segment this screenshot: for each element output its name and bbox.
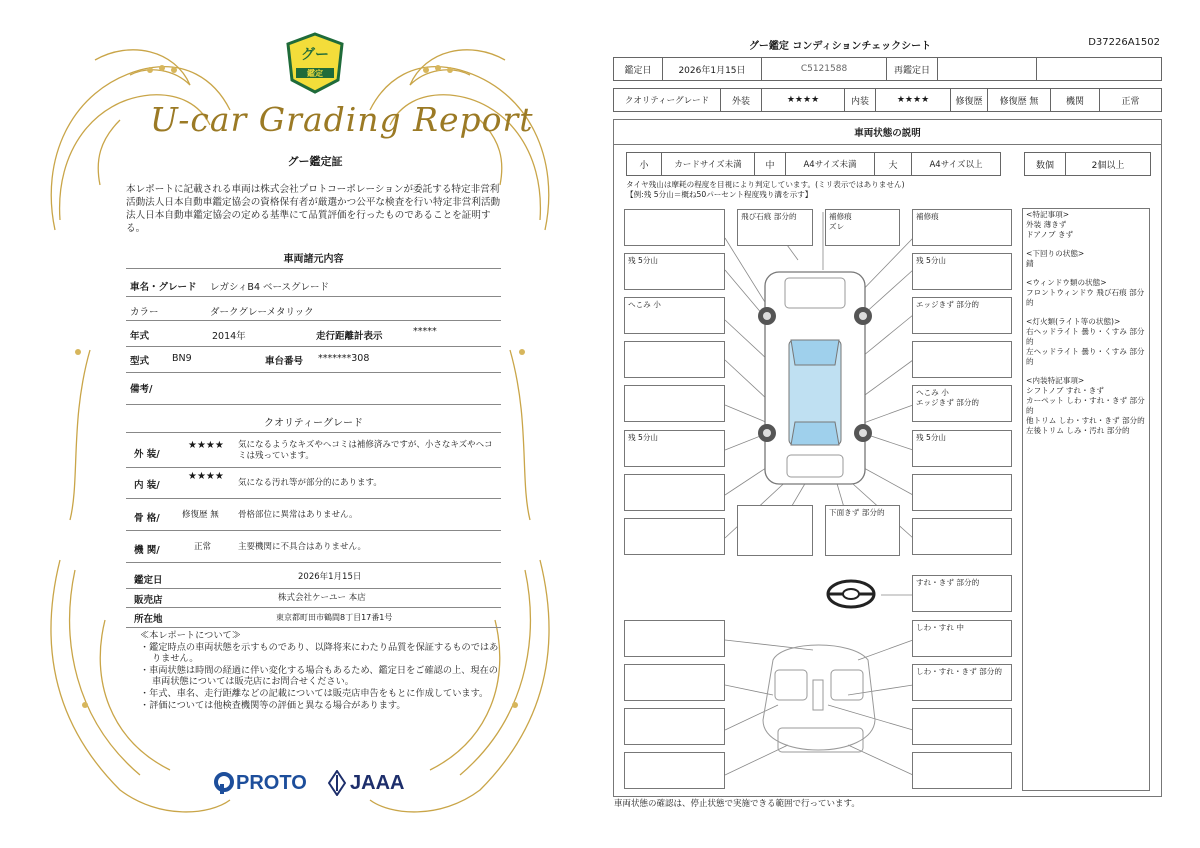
int-label: 内装 [844,88,876,112]
certificate-title: グー鑑定証 [287,155,343,168]
dealer-label: 販売店 [134,595,163,606]
size-l: 大 [874,152,912,176]
year-value: 2014年 [212,331,246,342]
remarks-item: カーペット しわ・すれ・きず 部分的 [1026,396,1145,415]
remarks-list [1026,210,1148,445]
engine-comment: 主要機関に不具合はありません。 [238,542,367,552]
condition-box-dent-edge: へこみ 小 エッジきず 部分的 [912,385,1012,422]
condition-box [912,518,1012,555]
frame-comment: 骨格部位に異常はありません。 [238,510,358,520]
divider [126,607,501,608]
condition-box [624,385,725,422]
mileage-value: ***** [413,326,437,337]
remarks-item: 左後トリム しみ・汚れ 部分的 [1026,426,1130,435]
exterior-stars: ★★★★ [188,440,224,451]
condition-box [912,752,1012,789]
remarks-group [1026,317,1148,367]
remarks-item: 左ヘッドライト 曇り・くすみ 部分的 [1026,347,1145,366]
quality-section-title: クオリティーグレード [264,418,363,429]
qg-label: クオリティーグレード [613,88,721,112]
inspection-id: C5121588 [761,57,887,81]
remarks-heading: <内装特記事項> [1026,376,1085,385]
dealer-value: 株式会社ケーユー 本店 [278,593,366,603]
repair-value: 修復歴 無 [987,88,1051,112]
condition-box-tire-rr: 残 5分山 [912,430,1012,467]
condition-box-tire-fr: 残 5分山 [912,253,1012,290]
divider [126,268,501,269]
condition-box [624,752,725,789]
model-label: 型式 [130,356,150,367]
frame-label: 骨 格/ [134,513,160,524]
ext-stars: ★★★★ [761,88,845,112]
note-item: ・評価については他検査機関等の評価と異なる場合があります。 [140,699,406,711]
size-m: 中 [754,152,786,176]
divider [126,432,501,433]
condition-box-repair: 補修痕 ズレ [825,209,900,246]
condition-box [737,505,813,556]
color-value: ダークグレーメタリック [210,307,314,318]
condition-box [624,708,725,745]
jaaa-mark-icon [328,770,346,796]
jaaa-logo-text: JAAA [350,772,405,794]
condition-box-under: 下面きず 部分的 [825,505,900,556]
mileage-label: 走行距離計表示 [316,331,383,342]
certificate-statement: 本レポートに記載される車両は株式会社プロトコーポレーションが委託する特定非営利活動法人日本自動車鑑定協会の資格保有者が厳選かつ公平な検査を行い特定非営利活動法人日本自動車鑑定協会の定める基準にて品質評価を行ったものであることを証明する。 [126,184,501,234]
ext-label: 外装 [720,88,762,112]
divider [126,530,501,531]
chassis-label: 車台番号 [265,356,304,367]
condition-box [912,474,1012,511]
divider [126,627,501,628]
date-value: 2026年1月15日 [298,572,362,582]
count-desc: 2個以上 [1065,152,1151,176]
size-s-desc: カードサイズ未満 [661,152,755,176]
condition-box-repair2: 補修痕 [912,209,1012,246]
condition-box [624,664,725,701]
name-label: 車名・グレード [130,282,197,293]
jaaa-logo-mark [328,770,346,800]
engine-label: 機関 [1050,88,1100,112]
address-label: 所在地 [134,614,163,625]
section-title: 車両状態の説明 [613,119,1162,145]
int-stars: ★★★★ [875,88,951,112]
condition-box-dent: へこみ 小 [624,297,725,334]
remarks-item: 他トリム しわ・すれ・きず 部分的 [1026,416,1145,425]
divider [126,467,501,468]
badge-text-bottom: 鑑定 [307,69,323,78]
condition-box-stone: 飛び石痕 部分的 [737,209,813,246]
year-label: 年式 [130,331,150,342]
sheet-title: グー鑑定 コンディションチェックシート [748,41,932,52]
remarks-heading: <特記事項> [1026,210,1070,219]
remarks-item: シフトノブ すれ・きず [1026,386,1104,395]
remarks-item: 外装 薄きず [1026,220,1067,229]
condition-box [624,518,725,555]
engine-value: 正常 [194,542,212,552]
condition-box [912,708,1012,745]
condition-box-tire-rl: 残 5分山 [624,430,725,467]
proto-logo [214,772,234,798]
condition-box [624,209,725,246]
interior-label: 内 装/ [134,480,160,491]
exterior-label: 外 装/ [134,449,160,460]
condition-box-seat: しわ・すれ・きず 部分的 [912,664,1012,701]
remarks-heading: <下回りの状態> [1026,249,1085,258]
note-item: ・鑑定時点の車両状態を示すものであり、以降将来にわたり品質を保証するものではありません。 [140,641,499,665]
condition-box [912,341,1012,378]
remarks-group [1026,278,1148,308]
divider [126,404,501,405]
remarks-item: フロントウィンドウ 飛び石痕 部分的 [1026,288,1145,307]
engine-value: 正常 [1099,88,1162,112]
car-topview-icon [758,272,872,484]
report-notes [140,630,500,711]
condition-box [624,474,725,511]
divider [126,372,501,373]
size-s: 小 [626,152,662,176]
redate-label: 再鑑定日 [886,57,938,81]
condition-box-wheel: すれ・きず 部分的 [912,575,1012,612]
count-label: 数個 [1024,152,1066,176]
address-value: 東京都町田市鶴間8丁目17番1号 [276,613,393,622]
badge-text-top: グー [301,47,329,63]
condition-box-wrinkle: しわ・すれ 中 [912,620,1012,657]
spec-section-title: 車両諸元内容 [283,254,344,265]
remarks-item: 右ヘッドライト 曇り・くすみ 部分的 [1026,327,1145,346]
redate-value [937,57,1037,81]
interior-stars: ★★★★ [188,471,224,482]
remarks-label: 備考/ [130,384,153,395]
repair-label: 修復歴 [950,88,988,112]
divider [126,320,501,321]
steering-wheel-icon [828,581,874,607]
remarks-item: 錆 [1026,259,1034,268]
size-m-desc: A4サイズ未満 [785,152,875,176]
divider [126,588,501,589]
empty-cell [1036,57,1162,81]
name-value: レガシィB4 ベースグレード [210,282,330,293]
size-l-desc: A4サイズ以上 [911,152,1001,176]
engine-label: 機 関/ [134,545,160,556]
date-label: 鑑定日 [613,57,663,81]
remarks-group [1026,249,1148,269]
date-value: 2026年1月15日 [662,57,762,81]
condition-box-tire-fl: 残 5分山 [624,253,725,290]
tire-note: タイヤ残山は摩耗の程度を目視により判定しています。(ミリ表示ではありません) [626,180,905,189]
frame-value: 修復歴 無 [182,510,219,520]
remarks-group [1026,210,1148,240]
proto-mark-icon [214,772,234,794]
condition-box-edge: エッジきず 部分的 [912,297,1012,334]
report-script-title: U-car Grading Report [150,100,534,139]
remarks-item: ドアノブ きず [1026,230,1074,239]
note-item: ・年式、車名、走行距離などの記載については販売店申告をもとに作成しています。 [140,687,489,699]
divider [126,296,501,297]
notes-title: ≪本レポートについて≫ [140,630,241,641]
sheet-code: D37226A1502 [1088,37,1160,48]
proto-logo-text: PROTO [236,772,307,794]
remarks-heading: <灯火類(ライト等の状態)> [1026,317,1121,326]
date-label: 鑑定日 [134,575,163,586]
condition-box [624,341,725,378]
exterior-comment: 気になるようなキズやヘコミは補修済みですが、小さなキズやヘコミは残っています。 [238,440,493,461]
tire-example: 【例:残 5分山＝概ね50パーセント程度残り溝を示す】 [626,190,813,199]
condition-box [624,620,725,657]
car-interior-icon [763,645,875,752]
goo-kantei-badge [284,32,346,94]
model-value: BN9 [172,353,192,364]
note-item: ・車両状態は時間の経過に伴い変化する場合もあるため、鑑定日をご確認の上、現在の車両状態については販売店にお問合せください。 [140,664,498,688]
sheet-footer: 車両状態の確認は、停止状態で実施できる範囲で行っています。 [614,799,860,809]
divider [126,346,501,347]
color-label: カラー [130,307,159,318]
divider [126,562,501,563]
interior-comment: 気になる汚れ等が部分的にあります。 [238,478,382,488]
divider [126,498,501,499]
remarks-group [1026,376,1148,436]
remarks-heading: <ウィンドウ類の状態> [1026,278,1107,287]
chassis-value: *******308 [318,353,370,364]
